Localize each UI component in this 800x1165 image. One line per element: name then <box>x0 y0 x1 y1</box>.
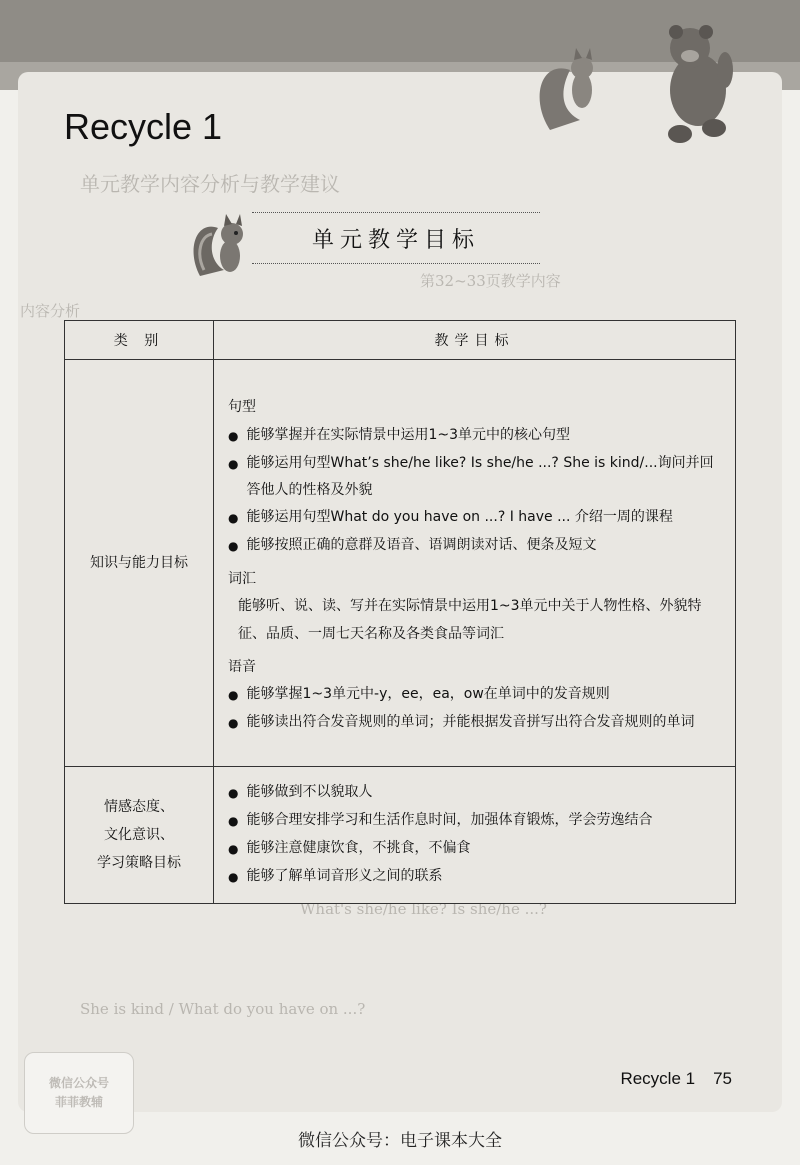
category-cell <box>65 360 214 767</box>
ghost-text: What's she/he like? Is she/he ...? <box>300 900 547 918</box>
watermark-stamp <box>24 1052 134 1134</box>
goal-text: 能够注意健康饮食，不挑食，不偏食 <box>246 839 471 856</box>
page-footer <box>620 1069 732 1089</box>
bottom-watermark: 微信公众号：电子课本大全 <box>298 1131 502 1151</box>
watermark-line: 菲菲教辅 <box>54 1095 103 1109</box>
goal-text: 能够听、说、读、写并在实际情景中运用1~3单元中关于人物性格、外貌特征、品质、一周七天名称及各类食品等词汇 <box>238 598 702 642</box>
bullet-icon: ● <box>228 716 239 731</box>
goal-text: 能够合理安排学习和生活作息时间，加强体育锻炼，学会劳逸结合 <box>246 811 653 828</box>
category-label: 情感态度、 <box>104 798 174 815</box>
bullet-icon: ● <box>228 785 239 800</box>
goal-text: 能够读出符合发音规则的单词；并能根据发音拼写出符合发音规则的单词 <box>246 714 695 731</box>
goal-text: 能够掌握1~3单元中-y，ee，ea，ow在单词中的发音规则 <box>246 686 610 703</box>
group-label: 句型 <box>228 399 256 416</box>
list-item <box>228 504 721 532</box>
bullet-icon: ● <box>228 841 239 856</box>
ghost-text: 单元教学内容分析与教学建议 <box>80 172 340 196</box>
teaching-goals-table <box>64 320 736 904</box>
ghost-text: 第32~33页教学内容 <box>420 272 561 290</box>
category-cell <box>65 766 214 903</box>
category-label: 知识与能力目标 <box>90 554 188 571</box>
list-item <box>228 681 721 709</box>
goal-text: 能够运用句型What do you have on ...? I have ... 介绍一周的课程 <box>246 509 673 526</box>
goal-text: 能够做到不以貌取人 <box>246 783 373 800</box>
page-number: 75 <box>713 1069 732 1088</box>
group-label: 词汇 <box>228 571 256 588</box>
list-item <box>228 863 721 891</box>
section-heading: 单元教学目标 <box>252 212 540 264</box>
ghost-text: 内容分析 <box>20 302 81 320</box>
bullet-icon: ● <box>228 813 239 828</box>
list-item <box>228 422 721 450</box>
list-item <box>228 807 721 835</box>
ghost-text: She is kind / What do you have on ...? <box>80 1000 366 1018</box>
goals-cell <box>214 360 736 767</box>
list-item <box>228 450 721 505</box>
list-item <box>228 835 721 863</box>
bullet-icon: ● <box>228 456 239 471</box>
goal-text: 能够了解单词音形义之间的联系 <box>246 867 443 884</box>
bullet-icon: ● <box>228 539 239 554</box>
goal-text: 能够运用句型What’s she/he like? Is she/he ...? She is kind/...询问并回答他人的性格及外貌 <box>246 454 714 498</box>
bullet-icon: ● <box>228 428 239 443</box>
watermark-line: 微信公众号 <box>48 1075 109 1090</box>
table-header-row <box>65 321 736 360</box>
header-goals: 教学目标 <box>214 321 736 360</box>
category-label: 学习策略目标 <box>97 854 181 871</box>
table-row <box>65 360 736 767</box>
bullet-icon: ● <box>228 511 239 526</box>
list-item <box>228 709 721 737</box>
goal-text: 能够按照正确的意群及语音、语调朗读对话、便条及短文 <box>246 537 597 554</box>
group-label: 语音 <box>228 659 256 676</box>
goals-cell <box>214 766 736 903</box>
list-item <box>228 532 721 560</box>
squirrel-illustration <box>190 210 252 282</box>
category-label: 文化意识、 <box>104 826 174 843</box>
goal-text: 能够掌握并在实际情景中运用1~3单元中的核心句型 <box>246 426 571 443</box>
bullet-icon: ● <box>228 688 239 703</box>
header-category: 类 别 <box>65 321 214 360</box>
footer-label: Recycle 1 <box>620 1069 696 1088</box>
page-title: Recycle 1 <box>64 106 223 148</box>
cartoon-mascots-illustration <box>530 10 740 170</box>
table-row <box>65 766 736 903</box>
bullet-icon: ● <box>228 869 239 884</box>
list-item <box>228 779 721 807</box>
